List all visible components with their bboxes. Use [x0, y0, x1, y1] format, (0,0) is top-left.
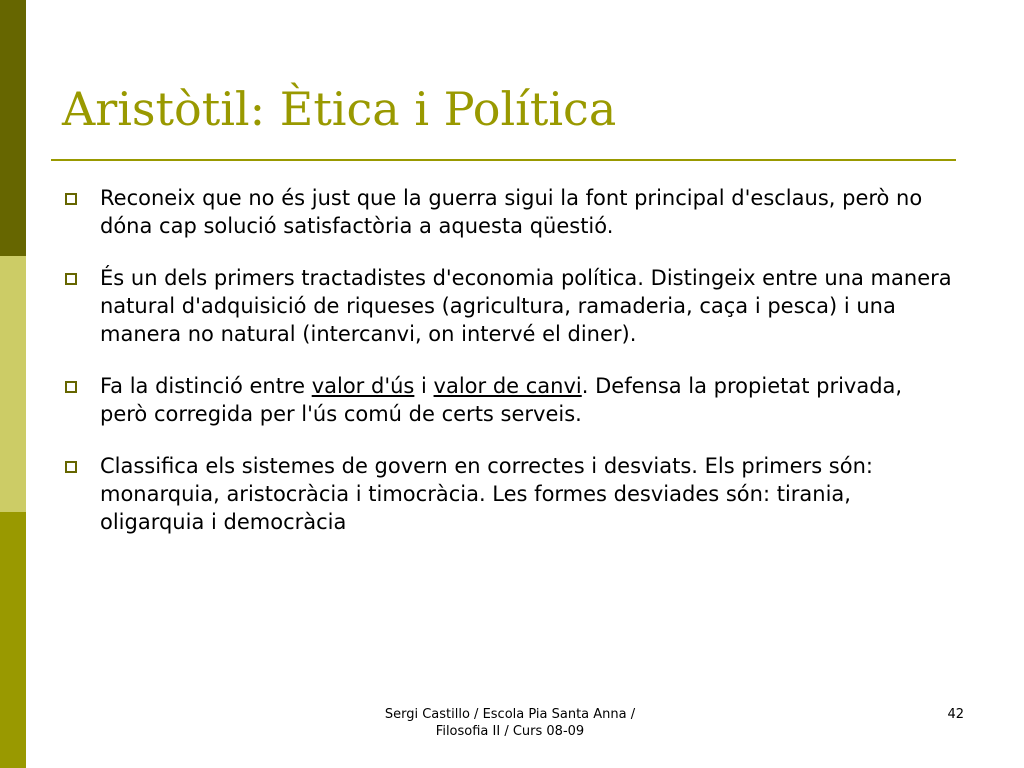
hollow-square-bullet-icon — [65, 461, 77, 473]
bullet-text-2: És un dels primers tractadistes d'economia política. Distingeix entre una manera natural d'adquisició de riqueses (agricultura, ramaderia, caça i pesca) i una manera no natural (intercanvi, on intervé el diner). — [100, 266, 952, 346]
underlined-term-use-value: valor d'ús — [311, 374, 415, 398]
hollow-square-bullet-icon — [65, 193, 77, 205]
bullet-item-1 — [62, 184, 952, 240]
slide-title: Aristòtil: Ètica i Política — [62, 82, 617, 136]
title-underline-rule — [51, 159, 956, 161]
bullet-item-4 — [62, 452, 952, 536]
bullet-item-2 — [62, 264, 952, 348]
underlined-term-exchange-value: valor de canvi — [433, 374, 582, 398]
hollow-square-bullet-icon — [65, 273, 77, 285]
footer-line-2: Filosofia II / Curs 08-09 — [435, 724, 585, 739]
side-bar-bottom — [0, 512, 26, 768]
hollow-square-bullet-icon — [65, 381, 77, 393]
bullet-item-3 — [62, 372, 952, 428]
bullet-list — [62, 184, 952, 536]
footer-line-1: Sergi Castillo / Escola Pia Santa Anna / — [384, 707, 636, 722]
slide-footer — [340, 706, 680, 740]
side-bar-middle — [0, 256, 26, 512]
bullet-text-1: Reconeix que no és just que la guerra sigui la font principal d'esclaus, però no dóna cap solució satisfactòria a aquesta qüestió. — [100, 186, 923, 238]
bullet-text-3-start: Fa la distinció entre — [100, 374, 312, 398]
bullet-text-3-connector: i — [414, 374, 434, 398]
bullet-text-3-end: . Defensa la propietat privada, però corregida per l'ús comú de certs serveis. — [100, 374, 903, 426]
bullet-text-4: Classifica els sistemes de govern en correctes i desviats. Els primers són: monarquia, aristocràcia i timocràcia. Les formes desviades són: tirania, oligarquia i democràcia — [100, 454, 873, 534]
side-bar-top — [0, 0, 26, 256]
page-number: 42 — [947, 707, 964, 722]
